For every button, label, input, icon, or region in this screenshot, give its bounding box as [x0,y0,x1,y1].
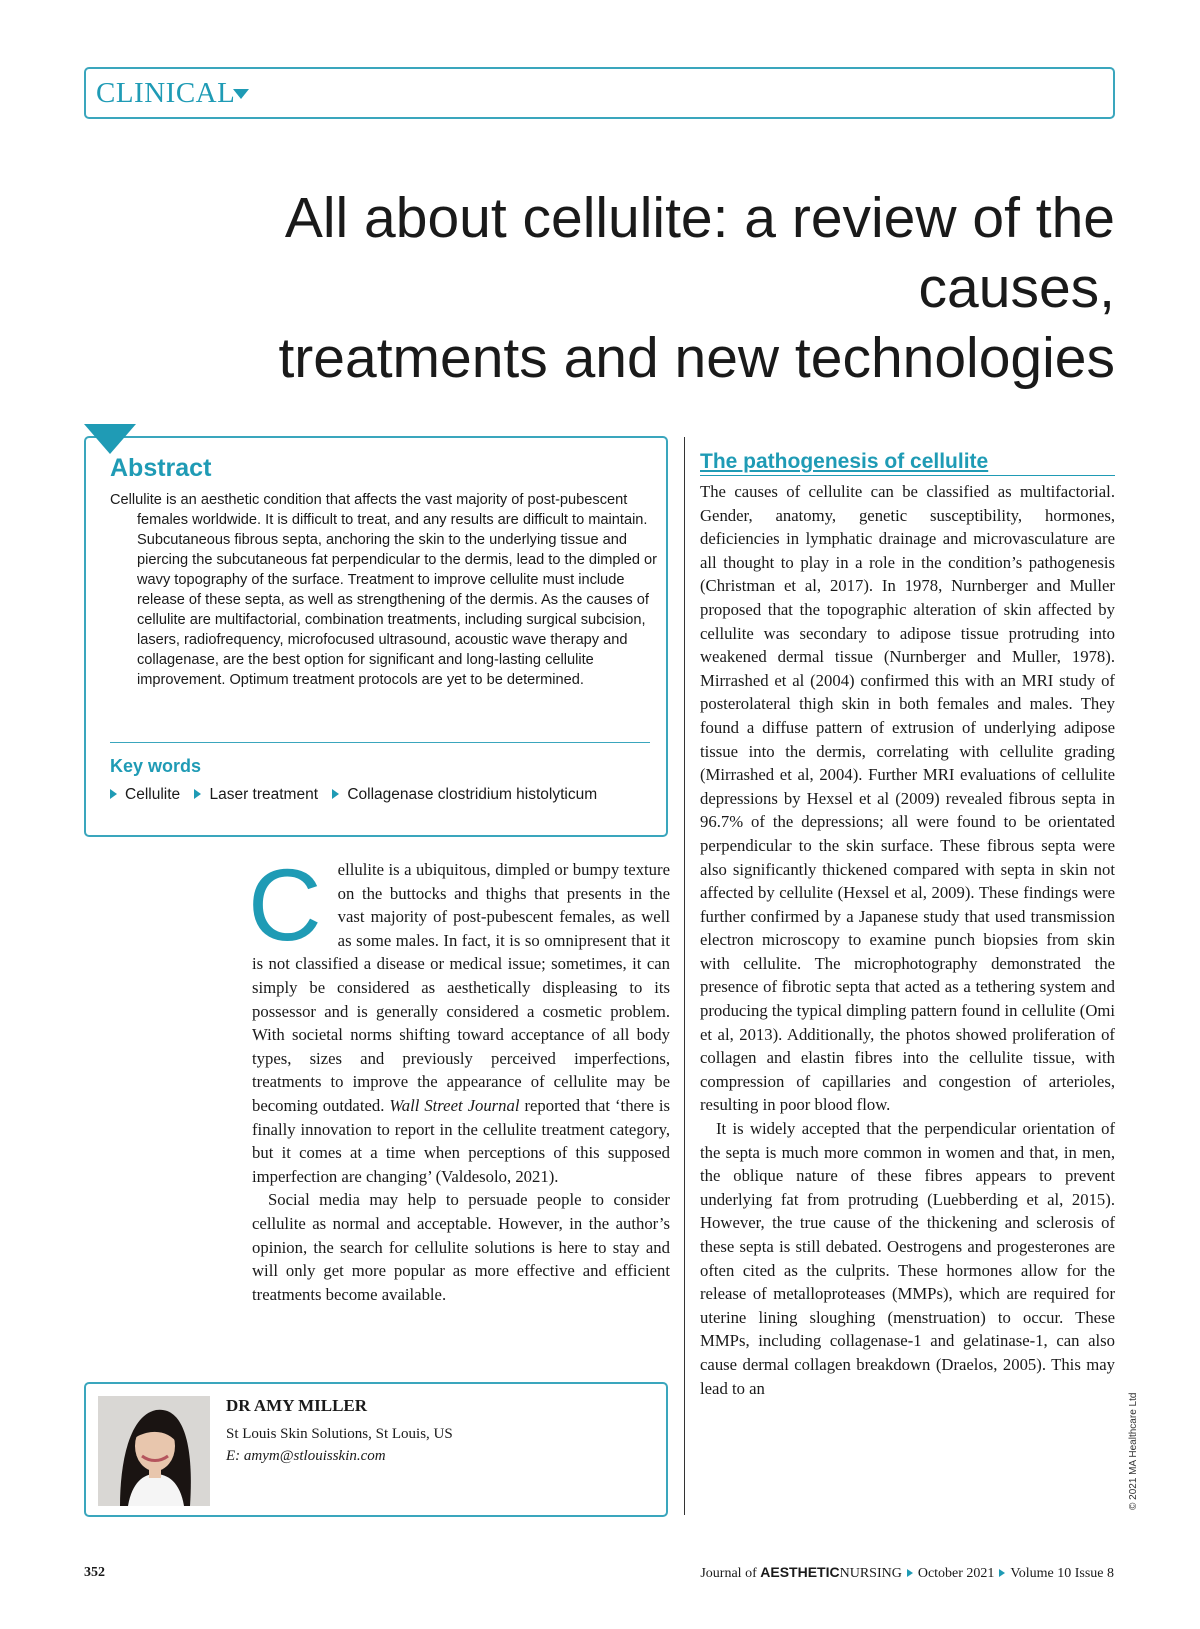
author-name: DR AMY MILLER [226,1396,368,1415]
pathogenesis-paragraph-2: It is widely accepted that the perpendicular orientation of the septa is much more common in women and that, in men, the oblique nature of these fibres appears to prevent underlying fat from protruding (Luebberding et al, 2015). However, the true cause of the thickening and sclerosis of these septa is still debated. Oestrogens and progesterones are often cited as the culprits. These hormones allow for the release of metalloproteases (MMPs), which are required for uterine lining sloughing (menstruation) to occur. These MMPs, including collagenase-1 and gelatinase-1, can also cause dermal collagen breakdown (Draelos, 2005). This may lead to an [700,1119,1115,1398]
abstract-heading: Abstract [110,454,212,482]
triangle-right-icon [110,789,117,799]
journal-name: Wall Street Journal [389,1095,520,1115]
triangle-right-icon [907,1569,913,1577]
journal-suffix: NURSING [839,1566,902,1581]
pathogenesis-paragraph-1: The causes of cellulite can be classified as multifactorial. Gender, anatomy, genetic susceptibility, hormones, deficiencies in lymphatic drainage and microvasculature are all thought to play in a role in the condition’s pathogenesis (Christman et al, 2017). In 1978, Nurnberger and Muller proposed that the topographic alteration of skin affected by cellulite was secondary to adipose tissue protruding into weakened dermal tissue (Nurnberger and Muller, 1978). Mirrashed et al (2004) confirmed this with an MRI study of posterolateral thigh skin in both females and males. They found a diffuse pattern of extrusion of underlying adipose tissue into the dermis, correlating with cellulite grading (Mirrashed et al, 2004). Further MRI evaluations of cellulite depressions by Hexsel et al (2009) revealed fibrous septa in 96.7% of the depressions; all were found to be orientated perpendicular to the skin surface. These fibrous septa were also significantly thickened compared with septa in skin not affected by cellulite (Hexsel et al, 2009). These findings were further confirmed by a Japanese study that used transmission electron microscopy to examine punch biopsies from skin with cellulite. The microphotography demonstrated the presence of fibrotic septa that acted as a tethering system and producing the typical dimpling pattern found in cellulite (Omi et al, 2013). Additionally, the photos showed proliferation of collagen and elastin fibres into the cellulite tissue, with compression of capillaries and congestion of arterioles, resulting in poor blood flow. [700,482,1115,1115]
triangle-right-icon [999,1569,1005,1577]
abstract-flag-icon [84,424,136,454]
triangle-down-icon [233,89,249,99]
triangle-right-icon [332,789,339,799]
intro-text-a: ellulite is a ubiquitous, dimpled or bumpy texture on the buttocks and thighs that presents in the vast majority of post-pubescent females, as well as some males. In fact, it is so omnipresent that it is not classified a disease or medical issue; sometimes, it can simply be considered as aesthetically displeasing to its possessor and is generally considered a cosmetic problem. With societal norms shifting toward acceptance of all body types, sizes and previously perceived imperfections, treatments to improve the appearance of cellulite may be becoming outdated. [252,860,670,1115]
triangle-right-icon [194,789,201,799]
title-line-2: treatments and new technologies [278,326,1115,390]
journal-prefix: Journal of [700,1566,757,1581]
keywords-list [110,786,607,804]
abstract-divider [110,742,650,743]
keyword-item: Collagenase clostridium histolyticum [347,786,598,803]
author-photo [98,1396,210,1506]
title-line-1: All about cellulite: a review of the causes, [284,186,1115,320]
intro-column [248,848,671,1306]
section-bar [84,67,1115,119]
keyword-item: Cellulite [125,786,181,803]
author-email: E: amym@stlouisskin.com [226,1448,386,1464]
intro-text-b: reported that ‘there is finally innovation to report in the cellulite treatment category, but it comes at a time when perceptions of this supposed imperfection are changing’ (Valdesolo, 2021). [252,1095,671,1186]
intro-paragraph-1 [248,848,671,1188]
pathogenesis-column [700,480,1115,1400]
author-portrait-image [98,1396,210,1506]
volume-issue: Volume 10 Issue 8 [1010,1566,1114,1581]
keyword-item: Laser treatment [209,786,319,803]
issue-date: October 2021 [917,1566,995,1581]
abstract-box [84,436,668,837]
footer-journal [700,1564,1114,1582]
keywords-heading: Key words [110,756,202,776]
section-label: CLINICAL [96,77,236,109]
author-box [84,1382,668,1517]
article-title [100,183,1115,393]
column-divider [684,437,685,1515]
page-number: 352 [84,1565,105,1580]
journal-bold: AESTHETIC [760,1564,840,1580]
section-heading-pathogenesis [700,450,1115,476]
copyright-notice: © 2021 MA Healthcare Ltd [1128,1392,1139,1510]
author-affiliation: St Louis Skin Solutions, St Louis, US [226,1426,453,1442]
abstract-text: Cellulite is an aesthetic condition that affects the vast majority of post-pubescent females worldwide. It is difficult to treat, and any results are difficult to maintain. Subcutaneous fibrous septa, anchoring the skin to the underlying tissue and piercing the subcutaneous fat perpendicular to the dermis, lead to the dimpled or wavy topography of the surface. Treatment to improve cellulite must include release of these septa, as well as strengthening of the dermis. As the causes of cellulite are multifactorial, combination treatments, including surgical subcision, lasers, radiofrequency, microfocused ultrasound, acoustic wave therapy and collagenase, are the best option for significant and long-lasting cellulite improvement. Optimum treatment protocols are yet to be determined. [110,492,658,688]
drop-cap: C [248,848,322,962]
intro-paragraph-2: Social media may help to persuade people to consider cellulite as normal and acceptable. However, in the author’s opinion, the search for cellulite solutions is here to stay and will only get more popular as more effective and efficient treatments become available. [252,1190,670,1304]
section-heading-text: The pathogenesis of cellulite [700,450,989,473]
